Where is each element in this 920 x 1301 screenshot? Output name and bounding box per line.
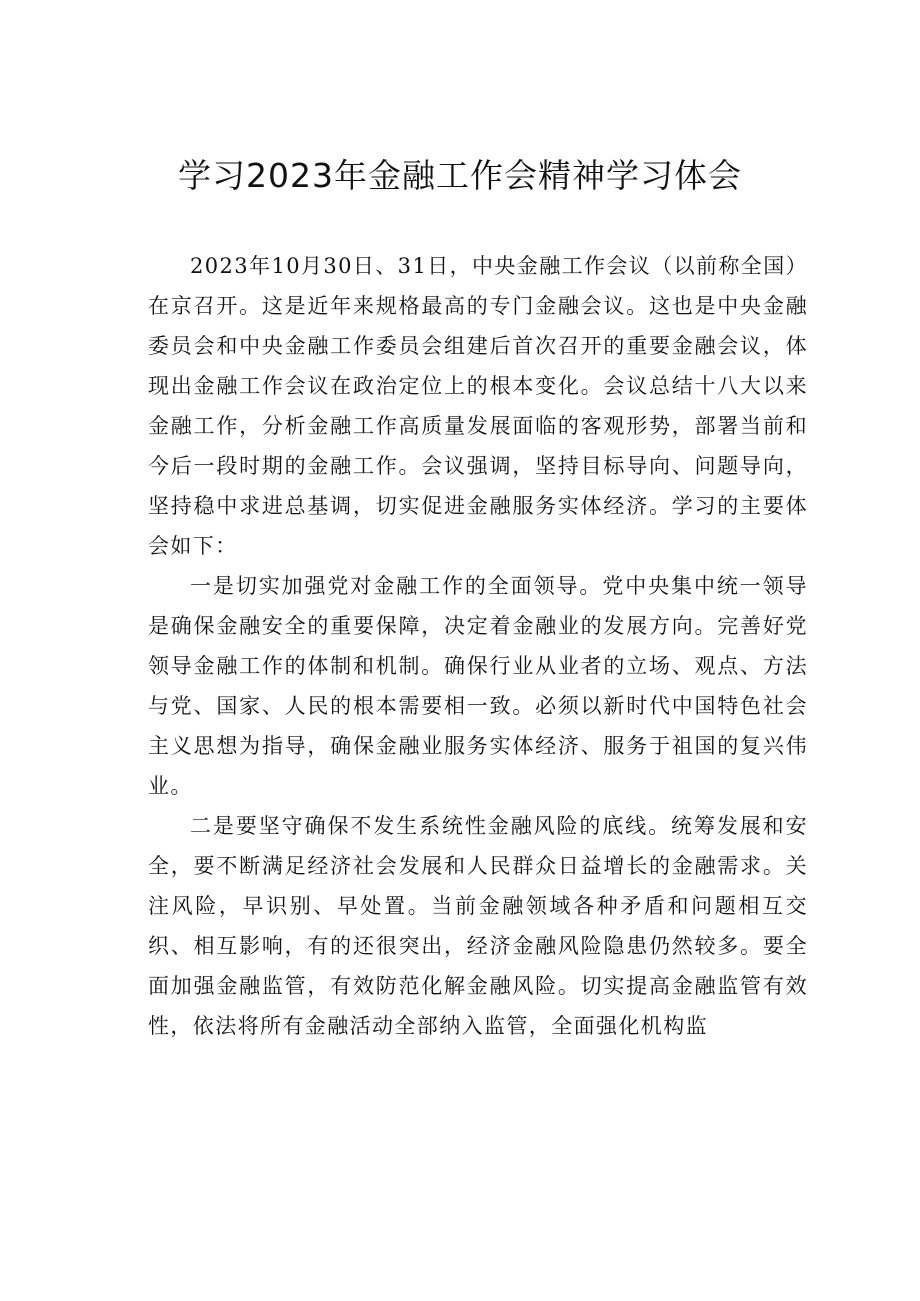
paragraph-point-one: 一是切实加强党对金融工作的全面领导。党中央集中统一领导是确保金融安全的重要保障，决定着金融业的发展方向。完善好党领导金融工作的体制和机制。确保行业从业者的立场、观点、方法与党、国家、人民的根本需要相一致。必须以新时代中国特色社会主义思想为指导，确保金融业服务实体经济、服务于祖国的复兴伟业。 <box>148 574 808 798</box>
document-title: 学习2023年金融工作会精神学习体会 <box>178 156 742 195</box>
paragraph-point-two: 二是要坚守确保不发生系统性金融风险的底线。统筹发展和安全，要不断满足经济社会发展和人民群众日益增长的金融需求。关注风险，早识别、早处置。当前金融领域各种矛盾和问题相互交织、相互影响，有的还很突出，经济金融风险隐患仍然较多。要全面加强金融监管，有效防范化解金融风险。切实提高金融监管有效性，依法将所有金融活动全部纳入监管，全面强化机构监 <box>148 814 808 1038</box>
paragraph-intro: 2023年10月30日、31日，中央金融工作会议（以前称全国）在京召开。这是近年来规格最高的专门金融会议。这也是中央金融委员会和中央金融工作委员会组建后首次召开的重要金融会议，体现出金融工作会议在政治定位上的根本变化。会议总结十八大以来金融工作，分析金融工作高质量发展面临的客观形势，部署当前和今后一段时期的金融工作。会议强调，坚持目标导向、问题导向，坚持稳中求进总基调，切实促进金融服务实体经济。学习的主要体会如下： <box>148 254 809 558</box>
document-body <box>148 246 808 1046</box>
